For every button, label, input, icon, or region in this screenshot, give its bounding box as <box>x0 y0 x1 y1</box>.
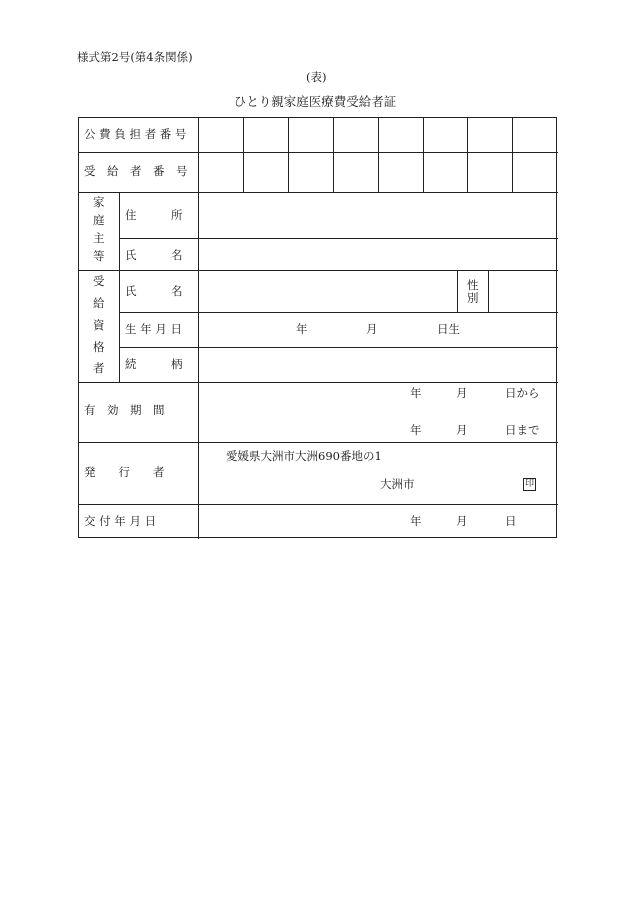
group-household-4: 等 <box>93 249 105 263</box>
issuer-address: 愛媛県大洲市大洲690番地の1 <box>226 449 382 463</box>
seal-icon: 印 <box>524 479 534 489</box>
label-recipient-number: 受 給 者 番 号 <box>84 164 188 178</box>
group-qualified-4: 格 <box>93 340 105 354</box>
valid-from-month: 月 <box>456 386 468 400</box>
label-issue-date: 交 付 年 月 日 <box>84 514 157 528</box>
group-qualified-1: 受 <box>93 274 105 288</box>
form-id: 様式第2号(第4条関係) <box>77 50 193 64</box>
label-birth-date: 生 年 月 日 <box>125 322 182 336</box>
birth-month: 月 <box>366 322 378 336</box>
issuer-name: 大洲市 <box>380 477 415 491</box>
label-recipient-name: 氏 名 <box>125 284 183 298</box>
valid-to-day: 日まで <box>505 423 540 437</box>
group-household-2: 庭 <box>93 213 105 227</box>
group-qualified-5: 者 <box>93 361 105 375</box>
label-name: 氏 名 <box>125 248 183 262</box>
label-gender-1: 性 <box>467 278 479 292</box>
page-title: ひとり親家庭医療費受給者証 <box>233 94 397 109</box>
issue-month: 月 <box>456 514 468 528</box>
valid-to-month: 月 <box>456 423 468 437</box>
group-qualified-3: 資 <box>93 318 105 332</box>
group-household-3: 主 <box>93 231 105 245</box>
issue-year: 年 <box>410 514 422 528</box>
label-gender-2: 別 <box>467 291 479 305</box>
label-address: 住 所 <box>125 208 183 222</box>
valid-to-year: 年 <box>410 423 422 437</box>
issue-day: 日 <box>505 514 517 528</box>
label-validity-period: 有 効 期 間 <box>84 403 165 417</box>
valid-from-day: 日から <box>505 386 540 400</box>
side-label: (表) <box>306 70 327 84</box>
valid-from-year: 年 <box>410 386 422 400</box>
birth-year: 年 <box>296 322 308 336</box>
group-qualified-2: 給 <box>93 296 105 310</box>
label-burden-number: 公 費 負 担 者 番 号 <box>84 127 187 141</box>
group-household-1: 家 <box>93 195 105 209</box>
label-issuer: 発 行 者 <box>84 465 165 479</box>
label-relationship: 続 柄 <box>125 357 183 371</box>
birth-day: 日生 <box>437 322 460 336</box>
